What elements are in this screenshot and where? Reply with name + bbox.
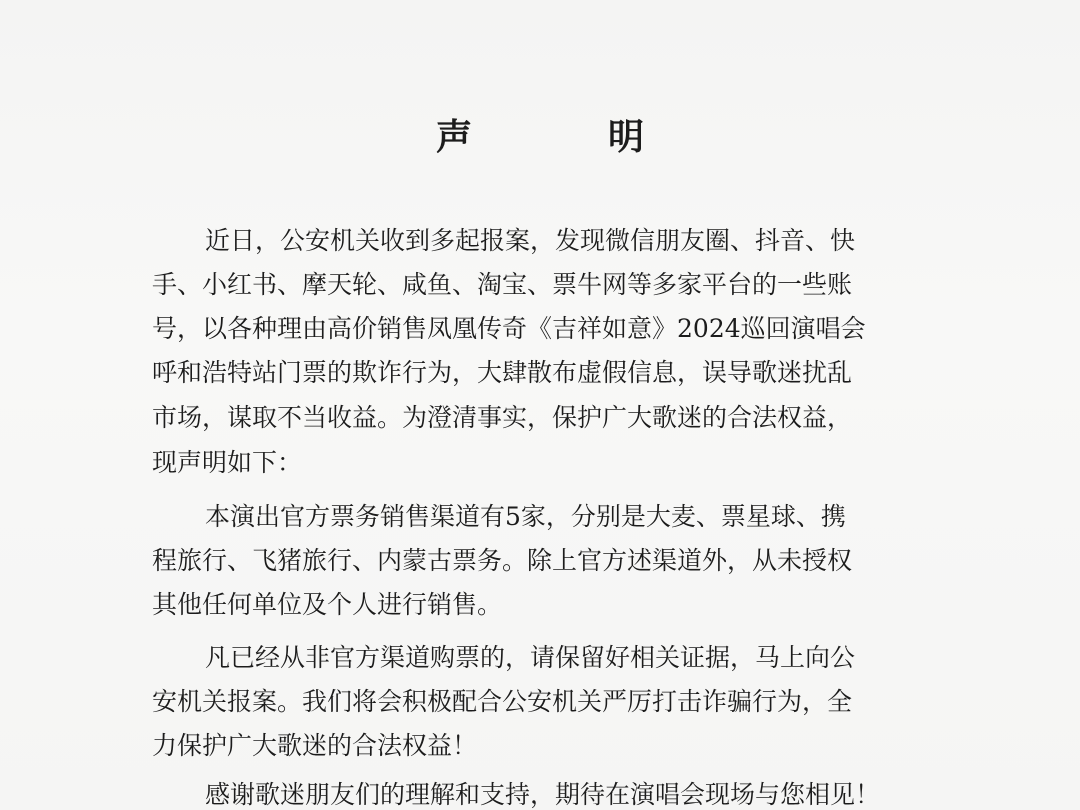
paragraph-line: 呼和浩特站门票的欺诈行为，大肆散布虚假信息，误导歌迷扰乱	[152, 358, 853, 387]
paragraph-line: 本演出官方票务销售渠道有5家，分别是大麦、票星球、携	[205, 502, 846, 531]
paragraph-line: 程旅行、飞猪旅行、内蒙古票务。除上官方述渠道外，从未授权	[152, 546, 853, 575]
paragraph-line: 凡已经从非官方渠道购票的，请保留好相关证据，马上向公	[205, 643, 856, 672]
paragraph-line: 市场，谋取不当收益。为澄清事实，保护广大歌迷的合法权益，	[152, 403, 853, 432]
paragraph-line: 力保护广大歌迷的合法权益！	[152, 731, 478, 760]
paragraph-line: 近日，公安机关收到多起报案，发现微信朋友圈、抖音、快	[205, 226, 856, 255]
document-title: 声 明	[435, 116, 694, 158]
paragraph-line: 其他任何单位及个人进行销售。	[152, 590, 503, 619]
paragraph-line: 安机关报案。我们将会积极配合公安机关严厉打击诈骗行为，全	[152, 687, 853, 716]
paragraph-line: 感谢歌迷朋友们的理解和支持，期待在演唱会现场与您相见！	[205, 780, 881, 809]
paragraph-line: 手、小红书、摩天轮、咸鱼、淘宝、票牛网等多家平台的一些账	[152, 270, 853, 299]
paragraph-line: 现声明如下：	[152, 448, 303, 477]
paragraph-line: 号，以各种理由高价销售凤凰传奇《吉祥如意》2024巡回演唱会	[152, 314, 866, 343]
